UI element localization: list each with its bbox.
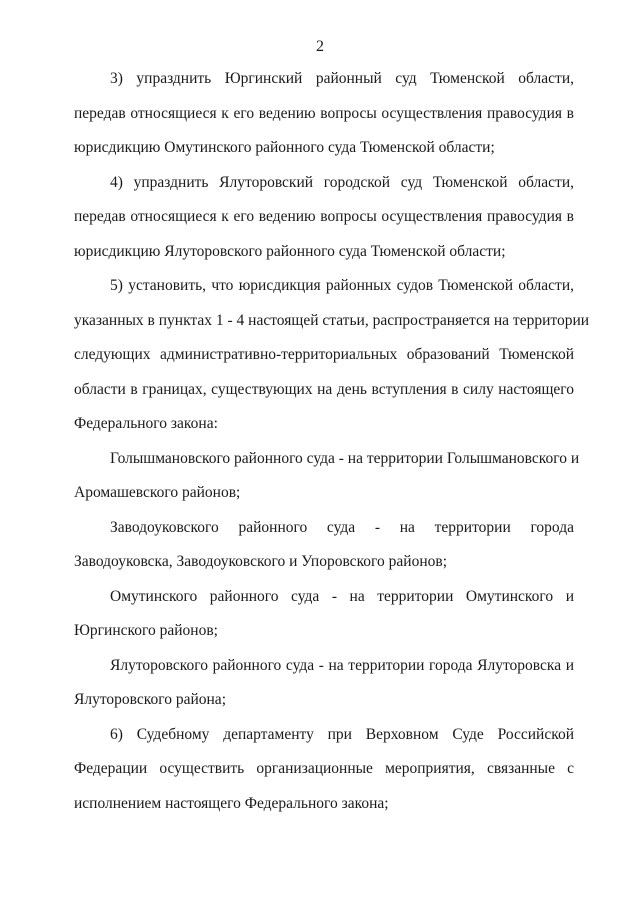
- paragraph-item-3: [74, 62, 574, 166]
- text-line: Омутинского районного суда - на территории Омутинского и: [110, 587, 574, 605]
- paragraph-golyshmanovsky-court: [74, 442, 580, 511]
- paragraph-item-6: [74, 718, 574, 822]
- text-line: Заводоуковского районного суда - на территории города: [110, 518, 574, 536]
- text-line: Федерального закона:: [74, 415, 218, 432]
- text-line: Аромашевского районов;: [74, 484, 241, 501]
- text-line: юрисдикцию Ялуторовского районного суда Тюменской области;: [74, 242, 506, 260]
- text-line: следующих административно-территориальных образований Тюменской: [74, 346, 574, 363]
- paragraph-item-5: [74, 269, 590, 442]
- text-line: 5) установить, что юрисдикция районных судов Тюменской области,: [110, 277, 574, 294]
- text-line: Федерации осуществить организационные мероприятия, связанные с: [74, 760, 574, 777]
- text-line: передав относящиеся к его ведению вопросы осуществления правосудия в: [74, 104, 574, 122]
- text-line: Ялуторовского районного суда - на территории города Ялуторовска и: [110, 656, 574, 674]
- text-line: Заводоуковска, Заводоуковского и Упоровского районов;: [74, 553, 447, 570]
- text-line: 6) Судебному департаменту при Верховном Суде Российской: [110, 725, 574, 743]
- text-line: Юргинского районов;: [74, 622, 218, 639]
- paragraph-item-4: [74, 166, 574, 270]
- paragraph-zavodoukovsky-court: [74, 511, 574, 580]
- text-line: исполнением настоящего Федерального закона;: [74, 794, 389, 812]
- text-line: Голышмановского районного суда - на территории Голышмановского и: [110, 449, 580, 467]
- text-line: Ялуторовского района;: [74, 691, 226, 708]
- text-line: юрисдикцию Омутинского районного суда Тюменской области;: [74, 139, 495, 156]
- text-line: указанных в пунктах 1 - 4 настоящей статьи, распространяется на территории: [74, 311, 590, 329]
- text-line: 4) упразднить Ялуторовский городской суд Тюменской области,: [110, 173, 574, 191]
- text-line: 3) упразднить Юргинский районный суд Тюменской области,: [110, 70, 574, 87]
- paragraph-omutinsky-court: [74, 580, 574, 649]
- document-body: [74, 62, 590, 821]
- text-line: передав относящиеся к его ведению вопросы осуществления правосудия в: [74, 208, 574, 225]
- text-line: области в границах, существующих на день вступления в силу настоящего: [74, 380, 574, 398]
- page-number: 2: [316, 38, 324, 55]
- paragraph-yalutorovsky-court: [74, 649, 574, 718]
